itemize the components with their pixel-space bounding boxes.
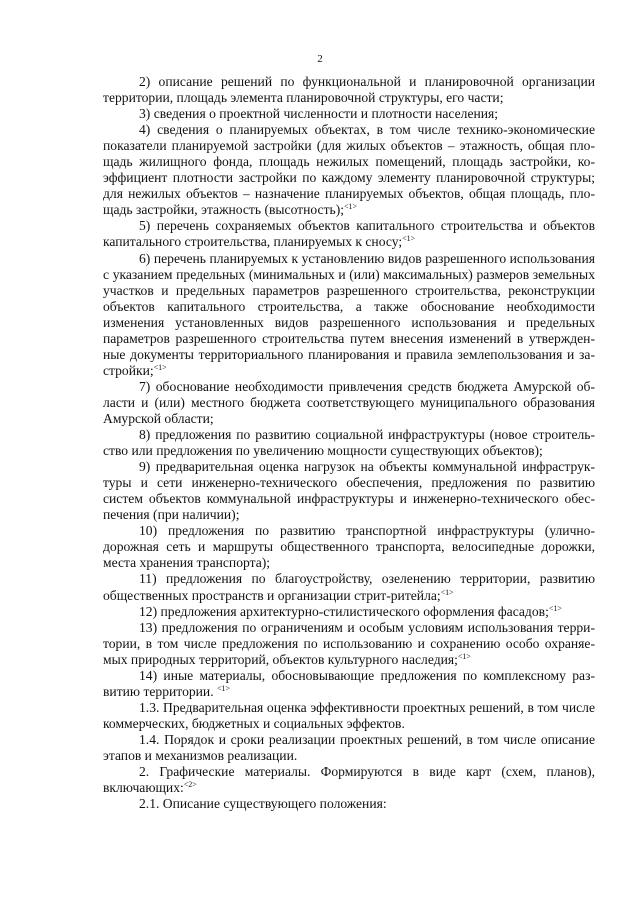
footnote-ref: <1> bbox=[217, 683, 231, 693]
paragraph bbox=[103, 74, 595, 106]
paragraph bbox=[103, 427, 595, 459]
paragraph-text: 10) предложения по развитию транспортной инфраструктуры (улично-дорожная сеть и маршруты общественного транспорта, велосипедные дорожки, места хранения транспорта); bbox=[103, 523, 595, 571]
paragraph-text: 1.3. Предварительная оценка эффективности проектных решений, в том числе коммерческих, бюджетных и социальных эффектов. bbox=[103, 699, 595, 731]
footnote-ref: <1> bbox=[344, 202, 358, 212]
paragraph bbox=[103, 523, 595, 571]
paragraph-text: 5) перечень сохраняемых объектов капитального строительства и объектов капитального строительства, планируемых к сносу; bbox=[103, 218, 595, 250]
footnote-ref: <1> bbox=[457, 651, 471, 661]
paragraph bbox=[103, 251, 595, 379]
footnote-ref: <1> bbox=[548, 603, 562, 613]
footnote-ref: <1> bbox=[402, 234, 416, 244]
paragraph bbox=[103, 668, 595, 700]
paragraph-text: 12) предложения архитектурно-стилистического оформления фасадов; bbox=[139, 603, 549, 619]
footnote-ref: <1> bbox=[153, 362, 167, 372]
document-body bbox=[103, 74, 595, 812]
paragraph-text: 9) предварительная оценка нагрузок на объекты коммунальной инфраструктуры и сети инженерно-технического обеспечения, предложения по развитию систем объектов коммунальной инфраструктуры и инженерно-технического обеспечения (при наличии); bbox=[103, 459, 595, 523]
paragraph bbox=[103, 122, 595, 218]
paragraph-text: 14) иные материалы, обосновывающие предложения по комплексному развитию территории. bbox=[103, 667, 595, 699]
paragraph-text: 1.4. Порядок и сроки реализации проектных решений, в том числе описание этапов и механизмов реализации. bbox=[103, 731, 595, 763]
paragraph bbox=[103, 796, 595, 812]
footnote-ref: <2> bbox=[183, 780, 197, 790]
footnote-ref: <1> bbox=[440, 587, 454, 597]
paragraph bbox=[103, 604, 595, 620]
paragraph-text: 7) обоснование необходимости привлечения средств бюджета Амурской области и (или) местного бюджета соответствующего муниципального образования Амурской области; bbox=[103, 378, 595, 426]
paragraph bbox=[103, 700, 595, 732]
paragraph bbox=[103, 764, 595, 796]
paragraph bbox=[103, 571, 595, 603]
paragraph-text: 2) описание решений по функциональной и планировочной организации территории, площадь элемента планировочной структуры, его части; bbox=[103, 74, 595, 106]
paragraph bbox=[103, 459, 595, 523]
paragraph bbox=[103, 732, 595, 764]
paragraph bbox=[103, 106, 595, 122]
paragraph-text: 11) предложения по благоустройству, озеленению территории, развитию общественных пространств и организации стрит-ритейла; bbox=[103, 571, 595, 603]
paragraph-text: 4) сведения о планируемых объектах, в том числе технико-экономические показатели планируемой застройки (для жилых объектов – этажность, общая площадь жилищного фонда, площадь нежилых помещений, площадь застройки, коэффициент плотности застройки по каждому элементу планировочной структуры; для нежилых объектов – назначение планируемых объектов, общая площадь, площадь застройки, этажность (высотность); bbox=[103, 122, 595, 218]
paragraph-text: 2.1. Описание существующего положения: bbox=[139, 796, 387, 812]
paragraph-text: 3) сведения о проектной численности и плотности населения; bbox=[139, 106, 499, 122]
paragraph bbox=[103, 379, 595, 427]
paragraph-text: 2. Графические материалы. Формируются в виде карт (схем, планов), включающих: bbox=[103, 764, 595, 796]
paragraph-text: 13) предложения по ограничениям и особым условиям использования территории, в том числе предложения по использованию и сохранению особо охраняемых природных территорий, объектов культурного наследия; bbox=[103, 619, 595, 667]
paragraph-text: 6) перечень планируемых к установлению видов разрешенного использования с указанием предельных (минимальных и (или) максимальных) размеров земельных участков и предельных параметров разрешенного строительства, реконструкции объектов капитального строительства, а также обоснование необходимости изменения установленных видов разрешенного использования и предельных параметров разрешенного строительства путем внесения изменений в утвержденные документы территориального планирования и правила землепользования и застройки; bbox=[103, 250, 595, 378]
page-number: 2 bbox=[317, 53, 323, 65]
paragraph-text: 8) предложения по развитию социальной инфраструктуры (новое строительство или предложения по увеличению мощности существующих объектов); bbox=[103, 427, 595, 459]
paragraph bbox=[103, 620, 595, 668]
paragraph bbox=[103, 218, 595, 250]
